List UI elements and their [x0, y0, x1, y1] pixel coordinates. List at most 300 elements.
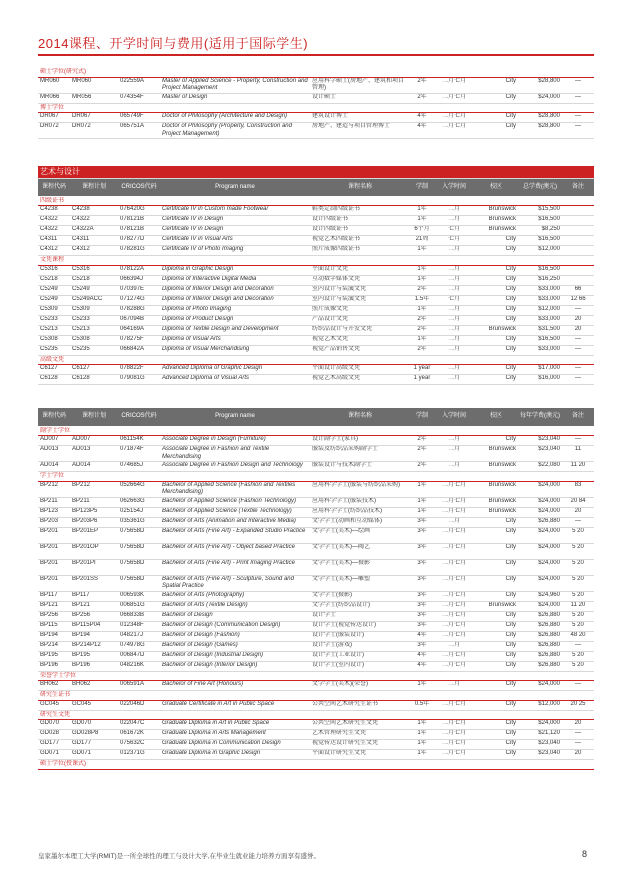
cricos-code: 048217J: [118, 631, 160, 641]
course-code: GD070: [38, 720, 70, 730]
header-code: 课程代码: [38, 178, 70, 196]
course-name-cn: 设计四级证书: [310, 216, 410, 226]
program-name: Diploma of Interior Design and Decoration: [160, 295, 310, 305]
header-code: 课程代码: [38, 408, 70, 426]
plan-code: C5218: [70, 275, 118, 285]
duration: 1年: [410, 507, 434, 517]
table-row: [38, 641, 594, 651]
duration: 2年: [410, 446, 434, 462]
campus: Brunswick: [474, 446, 518, 462]
note: 5 20: [562, 527, 594, 543]
plan-code: GD070: [70, 720, 118, 730]
course-code: BP195: [38, 651, 70, 661]
table-row: [38, 325, 594, 335]
header-campus: 校区: [474, 178, 518, 196]
page-number: 8: [582, 849, 588, 859]
intake: 二月七月: [434, 123, 474, 139]
table-row: [38, 275, 594, 285]
course-name-cn: 文学学士(美术)—雕塑: [310, 575, 410, 591]
campus: City: [474, 315, 518, 325]
fee: $33,000: [518, 285, 562, 295]
fee: $15,500: [518, 206, 562, 216]
header-duration: 学制: [410, 178, 434, 196]
program-name: Certificate IV in Visual Arts: [160, 236, 310, 246]
course-name-cn: 文学学士(美术)(荣誉): [310, 681, 410, 691]
program-name: Bachelor of Arts (Fine Art) - Expanded Studio Practice: [160, 527, 310, 543]
plan-code: C5213: [70, 325, 118, 335]
duration: 1年: [410, 265, 434, 275]
course-code: C5316: [38, 265, 70, 275]
campus: Brunswick: [474, 497, 518, 507]
course-code: BP212: [38, 481, 70, 497]
fee: $16,500: [518, 335, 562, 345]
intake: 二月七月: [434, 730, 474, 740]
fee: $12,000: [518, 305, 562, 315]
note: 11 20: [562, 462, 594, 472]
intake: 二月七月: [434, 651, 474, 661]
section-heading: [38, 355, 594, 365]
duration: 1年: [410, 206, 434, 216]
cricos-code: 074354F: [118, 93, 160, 103]
note: [562, 246, 594, 256]
plan-code: C4311: [70, 236, 118, 246]
table-row: [38, 681, 594, 691]
plan-code: C5233: [70, 315, 118, 325]
section-heading: [38, 760, 594, 770]
cricos-code: 066394J: [118, 275, 160, 285]
course-code: C5235: [38, 345, 70, 355]
course-code: BP201: [38, 543, 70, 559]
header-fee: 总学费(澳元): [518, 178, 562, 196]
cricos-code: 012371G: [118, 750, 160, 760]
course-code: C4312: [38, 246, 70, 256]
plan-code: BP115P04: [70, 621, 118, 631]
course-name-cn: 平面设计研究生文凭: [310, 750, 410, 760]
course-code: C4322: [38, 216, 70, 226]
campus: City: [474, 730, 518, 740]
cricos-code: 078281G: [118, 246, 160, 256]
table-row: [38, 246, 594, 256]
campus: City: [474, 543, 518, 559]
course-name-cn: 设计四级证书: [310, 226, 410, 236]
plan-code: C5316: [70, 265, 118, 275]
fee: $26,880: [518, 621, 562, 631]
course-name-cn: 文学学士(动画和互动媒体): [310, 517, 410, 527]
header-plan: 课程计划: [70, 408, 118, 426]
course-name-cn: 鞋类定制四级证书: [310, 206, 410, 216]
program-name: Graduate Diploma in Art in Public Space: [160, 720, 310, 730]
cricos-code: 025154J: [118, 507, 160, 517]
table-row: [38, 285, 594, 295]
intake: 二月七月: [434, 591, 474, 601]
program-name: Bachelor of Arts (Textile Design): [160, 601, 310, 611]
course-code: BH062: [38, 681, 70, 691]
table-row: [38, 375, 594, 385]
table-row: [38, 575, 594, 591]
cricos-code: 075658D: [118, 575, 160, 591]
table-row: [38, 345, 594, 355]
course-code: BP214: [38, 641, 70, 651]
duration: 3年: [410, 575, 434, 591]
cricos-code: 075658D: [118, 527, 160, 543]
intake: 二月七月: [434, 575, 474, 591]
fee: $24,000: [518, 720, 562, 730]
course-name-cn: 应用科学学士(纺织品技术): [310, 507, 410, 517]
intake: 二月七月: [434, 497, 474, 507]
course-name-cn: 室内设计与装潢文凭: [310, 285, 410, 295]
header-duration: 学制: [410, 408, 434, 426]
fee: $24,000: [518, 681, 562, 691]
campus: City: [474, 527, 518, 543]
campus: City: [474, 621, 518, 631]
header-fee-per-year: 每年学费(澳元): [518, 408, 562, 426]
intake: 二月: [434, 365, 474, 375]
plan-code: DR067: [70, 113, 118, 123]
fee: $12,000: [518, 246, 562, 256]
course-code: BP201: [38, 559, 70, 575]
duration: 3年: [410, 601, 434, 611]
note: —: [562, 641, 594, 651]
cricos-code: 065749F: [118, 113, 160, 123]
intake: 二月: [434, 462, 474, 472]
course-name-cn: 室内设计与装潢文凭: [310, 295, 410, 305]
course-name-cn: 艺术管理研究生文凭: [310, 730, 410, 740]
campus: City: [474, 375, 518, 385]
intake: 二月: [434, 285, 474, 295]
campus: Brunswick: [474, 507, 518, 517]
table-art-design: [38, 166, 594, 385]
note: 12 66: [562, 295, 594, 305]
section-heading-label: 硕士学位(授课式): [38, 760, 594, 770]
course-name-cn: 产品设计文凭: [310, 315, 410, 325]
plan-code: BP121: [70, 601, 118, 611]
intake: 二月七月: [434, 621, 474, 631]
fee: $23,040: [518, 446, 562, 462]
campus: City: [474, 275, 518, 285]
page-title: 2014课程、开学时间与费用(适用于国际学生): [38, 36, 309, 51]
note: 5 20: [562, 661, 594, 671]
note: [562, 275, 594, 285]
course-code: BP201: [38, 575, 70, 591]
course-name-cn: 文学学士(美术)—摄影: [310, 559, 410, 575]
duration: 1年: [410, 720, 434, 730]
cricos-code: 070397E: [118, 285, 160, 295]
program-name: Diploma of Visual Merchandising: [160, 345, 310, 355]
campus: City: [474, 77, 518, 93]
program-name: Certificate IV in Design: [160, 216, 310, 226]
fee: $28,800: [518, 123, 562, 139]
fee: $16,000: [518, 375, 562, 385]
note: 5 20: [562, 575, 594, 591]
intake: 二月七月: [434, 661, 474, 671]
plan-code: BP195: [70, 651, 118, 661]
table-row: [38, 265, 594, 275]
campus: City: [474, 591, 518, 601]
duration: 2年: [410, 93, 434, 103]
intake: 二月: [434, 325, 474, 335]
course-code: GD071: [38, 750, 70, 760]
table-row: [38, 700, 594, 710]
duration: 2年: [410, 77, 434, 93]
cricos-code: 078122A: [118, 265, 160, 275]
course-code: BP117: [38, 591, 70, 601]
intake: 二月: [434, 315, 474, 325]
table-row: [38, 543, 594, 559]
fee: $24,000: [518, 559, 562, 575]
fee: $23,040: [518, 750, 562, 760]
plan-code: C4322: [70, 216, 118, 226]
program-name: Bachelor of Arts (Fine Art) - Object based Practice: [160, 543, 310, 559]
intake: 二月七月: [434, 740, 474, 750]
course-name-cn: 照片成像文凭: [310, 305, 410, 315]
intake: 二月: [434, 305, 474, 315]
intake: 七月: [434, 295, 474, 305]
plan-code: AD013: [70, 446, 118, 462]
duration: 3年: [410, 543, 434, 559]
intake: 二月七月: [434, 507, 474, 517]
note: —: [562, 123, 594, 139]
note: —: [562, 93, 594, 103]
fee: $8,250: [518, 226, 562, 236]
duration: 6个月: [410, 226, 434, 236]
cricos-code: 052664G: [118, 481, 160, 497]
plan-code: GD071: [70, 750, 118, 760]
plan-code: BP123P5: [70, 507, 118, 517]
fee: $24,960: [518, 591, 562, 601]
cricos-code: 079081G: [118, 375, 160, 385]
plan-code: GD028P8: [70, 730, 118, 740]
table-row: [38, 661, 594, 671]
duration: 4年: [410, 113, 434, 123]
program-name: Diploma of Product Design: [160, 315, 310, 325]
cricos-code: 078275F: [118, 335, 160, 345]
campus: City: [474, 611, 518, 621]
section-heading: [38, 671, 594, 681]
note: —: [562, 305, 594, 315]
section-heading: [38, 710, 594, 720]
plan-code: C6128: [70, 375, 118, 385]
campus: City: [474, 246, 518, 256]
course-name-cn: 设计学士: [310, 611, 410, 621]
section-heading-label: 博士学位: [38, 103, 594, 113]
campus: City: [474, 295, 518, 305]
course-code: BP256: [38, 611, 70, 621]
intake: 二月七月: [434, 93, 474, 103]
program-name: Associate Degree in Fashion Design and Technology: [160, 462, 310, 472]
campus: City: [474, 123, 518, 139]
plan-code: C6127: [70, 365, 118, 375]
table-row: [38, 481, 594, 497]
footer-text: 皇家墨尔本理工大学(RMIT)是一所全球性的理工与设计大学,在毕业生就业能力培养方面享有盛誉。: [38, 853, 321, 860]
table-row: [38, 93, 594, 103]
program-name: Bachelor of Design (Games): [160, 641, 310, 651]
table-row: [38, 206, 594, 216]
note: 11 20: [562, 601, 594, 611]
campus: City: [474, 436, 518, 446]
course-name-cn: 设计学士(工业设计): [310, 651, 410, 661]
cricos-code: 076420G: [118, 206, 160, 216]
program-name: Bachelor of Fine Art (Honours): [160, 681, 310, 691]
section-heading-label: 研究生证书: [38, 691, 594, 701]
cricos-code: 022047C: [118, 720, 160, 730]
header-cricos: CRICOS代码: [118, 408, 160, 426]
intake: 二月: [434, 206, 474, 216]
program-name: Graduate Diploma in Graphic Design: [160, 750, 310, 760]
plan-code: BP201SS: [70, 575, 118, 591]
section-heading-label: 硕士学位(研究式): [38, 68, 594, 77]
table-row: [38, 295, 594, 305]
table-row: [38, 517, 594, 527]
duration: 1年: [410, 750, 434, 760]
plan-code: BH062: [70, 681, 118, 691]
intake: 二月: [434, 265, 474, 275]
campus: City: [474, 651, 518, 661]
course-code: C5308: [38, 335, 70, 345]
campus: Brunswick: [474, 601, 518, 611]
note: 20: [562, 720, 594, 730]
cricos-code: 061672K: [118, 730, 160, 740]
duration: 4年: [410, 661, 434, 671]
plan-code: AD014: [70, 462, 118, 472]
campus: City: [474, 517, 518, 527]
fee: $23,040: [518, 436, 562, 446]
table-row: [38, 730, 594, 740]
intake: 二月: [434, 517, 474, 527]
note: [562, 206, 594, 216]
section-heading-label: 副学士学位: [38, 426, 594, 436]
note: 11: [562, 446, 594, 462]
note: —: [562, 365, 594, 375]
course-code: C4311: [38, 236, 70, 246]
table-row: [38, 507, 594, 517]
duration: 2年: [410, 285, 434, 295]
section-heading: [38, 472, 594, 482]
duration: 1年: [410, 216, 434, 226]
table-row: [38, 335, 594, 345]
table-row: [38, 436, 594, 446]
note: 5 20: [562, 651, 594, 661]
title-rule: [38, 54, 594, 56]
plan-code: C4238: [70, 206, 118, 216]
cricos-code: 078121B: [118, 226, 160, 236]
intake: 二月七月: [434, 559, 474, 575]
course-name-cn: 建筑设计博士: [310, 113, 410, 123]
duration: 3年: [410, 621, 434, 631]
program-name: Graduate Certificate in Art in Public Space: [160, 700, 310, 710]
intake: 二月七月: [434, 631, 474, 641]
course-code: BP211: [38, 497, 70, 507]
cricos-code: 074685J: [118, 462, 160, 472]
course-name-cn: 服装设计与技术副学士: [310, 462, 410, 472]
campus: Brunswick: [474, 216, 518, 226]
note: 20: [562, 325, 594, 335]
program-name: Master of Applied Science - Property, Construction and Project Management: [160, 77, 310, 93]
course-code: C4238: [38, 206, 70, 216]
course-name-cn: 应用科学学士(服装技术): [310, 497, 410, 507]
program-name: Bachelor of Design (Fashion): [160, 631, 310, 641]
course-code: C5249: [38, 285, 70, 295]
intake: 二月: [434, 641, 474, 651]
plan-code: BP201EP: [70, 527, 118, 543]
header-note: 备注: [562, 408, 594, 426]
table-degrees: [38, 408, 594, 770]
fee: $28,800: [518, 77, 562, 93]
intake: 二月七月: [434, 527, 474, 543]
program-name: Advanced Diploma of Graphic Design: [160, 365, 310, 375]
program-name: Bachelor of Applied Science (Fashion and Textiles Merchandising): [160, 481, 310, 497]
campus: City: [474, 559, 518, 575]
intake: 二月: [434, 345, 474, 355]
plan-code: BP203P6: [70, 517, 118, 527]
fee: $24,000: [518, 601, 562, 611]
program-name: Certificate IV in Design: [160, 226, 310, 236]
course-name-cn: 设计学士(服装设计): [310, 631, 410, 641]
duration: 1.5年: [410, 295, 434, 305]
plan-code: BP196: [70, 661, 118, 671]
cricos-code: 006591A: [118, 681, 160, 691]
program-name: Bachelor of Applied Science (Textile Technology): [160, 507, 310, 517]
intake: 二月七月: [434, 750, 474, 760]
note: [562, 236, 594, 246]
plan-code: C4312: [70, 246, 118, 256]
fee: $26,880: [518, 661, 562, 671]
fee: $24,000: [518, 497, 562, 507]
course-name-cn: 视觉传达设计研究生文凭: [310, 740, 410, 750]
note: 5 20: [562, 543, 594, 559]
duration: 4年: [410, 631, 434, 641]
section-heading-label: 学士学位: [38, 472, 594, 482]
course-code: C6127: [38, 365, 70, 375]
course-name-cn: 平面设计文凭: [310, 265, 410, 275]
course-code: GD177: [38, 740, 70, 750]
cricos-code: 065751A: [118, 123, 160, 139]
section-heading: [38, 691, 594, 701]
fee: $33,000: [518, 315, 562, 325]
plan-code: AD007: [70, 436, 118, 446]
note: —: [562, 681, 594, 691]
duration: 4年: [410, 651, 434, 661]
campus: City: [474, 661, 518, 671]
course-code: MR060: [38, 77, 70, 93]
duration: 1年: [410, 681, 434, 691]
campus: City: [474, 265, 518, 275]
intake: 二月: [434, 446, 474, 462]
cricos-code: 035361G: [118, 517, 160, 527]
course-name-cn: 设计副学士(家具): [310, 436, 410, 446]
intake: 二月七月: [434, 601, 474, 611]
section-heading-label: 四级证书: [38, 196, 594, 206]
course-name-cn: 应用科学硕士(房地产、建筑和项目管理): [310, 77, 410, 93]
table-row: [38, 462, 594, 472]
table-row: [38, 305, 594, 315]
section-heading-label: 文凭课程: [38, 256, 594, 266]
intake: 二月: [434, 436, 474, 446]
campus: City: [474, 93, 518, 103]
cricos-code: 066842A: [118, 345, 160, 355]
campus: City: [474, 750, 518, 760]
duration: 3年: [410, 641, 434, 651]
campus: City: [474, 113, 518, 123]
duration: 21周: [410, 236, 434, 246]
duration: 3年: [410, 591, 434, 601]
duration: 1年: [410, 730, 434, 740]
program-name: Diploma of Interactive Digital Media: [160, 275, 310, 285]
cricos-code: 066833B: [118, 611, 160, 621]
campus: Brunswick: [474, 206, 518, 216]
course-code: C5213: [38, 325, 70, 335]
note: 83: [562, 481, 594, 497]
campus: City: [474, 285, 518, 295]
